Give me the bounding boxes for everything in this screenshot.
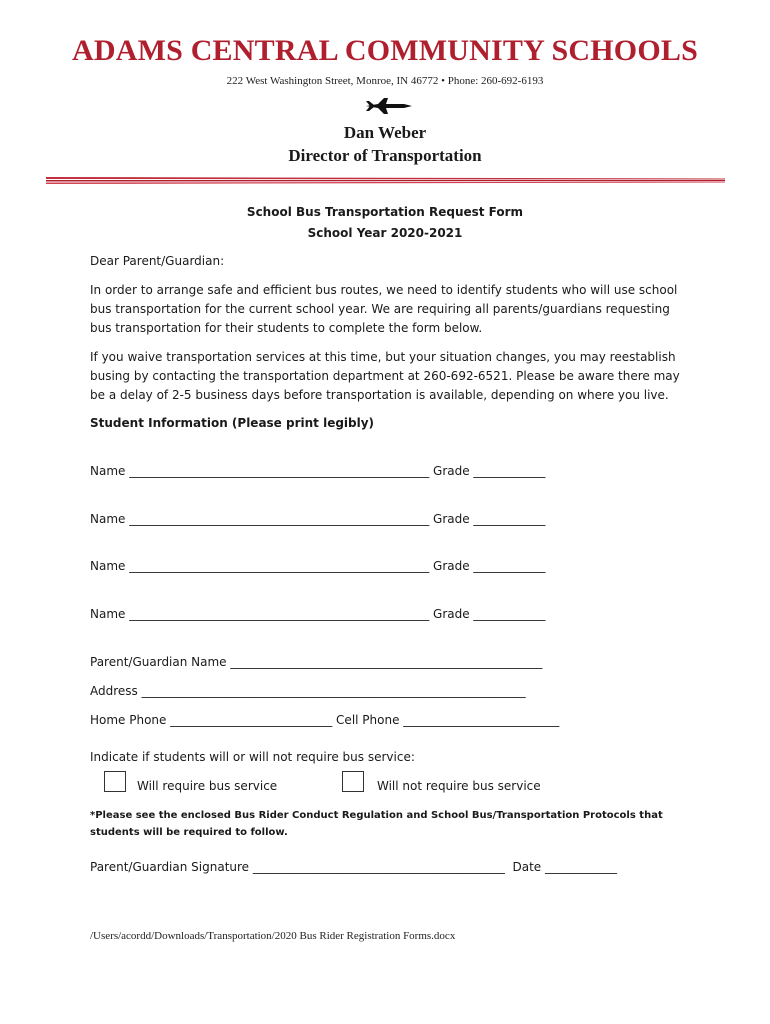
salutation: Dear Parent/Guardian: — [90, 254, 225, 268]
student-row[interactable]: Name __________________________________________________ Grade ____________ — [90, 607, 546, 621]
footer-file-path: /Users/acordd/Downloads/Transportation/2020 Bus Rider Registration Forms.docx — [90, 930, 456, 942]
will-not-require-label: Will not require bus service — [377, 779, 541, 793]
guardian-name-field[interactable]: Parent/Guardian Name ____________________________________________________ — [90, 655, 543, 669]
will-require-label: Will require bus service — [137, 779, 278, 793]
will-not-require-checkbox[interactable] — [342, 771, 364, 792]
will-require-checkbox[interactable] — [104, 771, 126, 792]
conduct-note: *Please see the enclosed Bus Rider Conduct Regulation and School Bus/Transportation Protocols that students will be required to follow. — [90, 810, 663, 838]
school-name: ADAMS CENTRAL COMMUNITY SCHOOLS — [72, 34, 698, 67]
letterhead-divider — [46, 176, 725, 185]
student-row[interactable]: Name __________________________________________________ Grade ____________ — [90, 559, 546, 573]
waiver-paragraph: If you waive transportation services at this time, but your situation changes, you may reestablish busing by contacting the transportation department at 260-692-6521. Please be aware there may be a delay of 2-5 business days before transportation is available, depending on where you live. — [90, 350, 680, 402]
director-title: Director of Transportation — [288, 146, 482, 165]
intro-paragraph: In order to arrange safe and efficient bus routes, we need to identify students who will use school bus transportation for the current school year. We are requiring all parents/guardians requesting bus transportation for their students to complete the form below. — [90, 283, 678, 335]
signature-field[interactable]: Parent/Guardian Signature __________________________________________ Date ____________ — [90, 860, 617, 874]
phone-fields[interactable]: Home Phone ___________________________ Cell Phone __________________________ — [90, 713, 560, 727]
fighter-jet-icon — [364, 96, 414, 116]
service-prompt: Indicate if students will or will not require bus service: — [90, 750, 415, 764]
student-row[interactable]: Name __________________________________________________ Grade ____________ — [90, 512, 546, 526]
director-name: Dan Weber — [343, 123, 427, 142]
school-address: 222 West Washington Street, Monroe, IN 46772 • Phone: 260-692-6193 — [226, 75, 544, 87]
student-info-heading: Student Information (Please print legibly) — [90, 416, 375, 430]
address-field[interactable]: Address ________________________________________________________________ — [90, 684, 526, 698]
student-row[interactable]: Name __________________________________________________ Grade ____________ — [90, 464, 546, 478]
school-year: School Year 2020-2021 — [307, 226, 463, 240]
form-title: School Bus Transportation Request Form — [246, 205, 524, 219]
